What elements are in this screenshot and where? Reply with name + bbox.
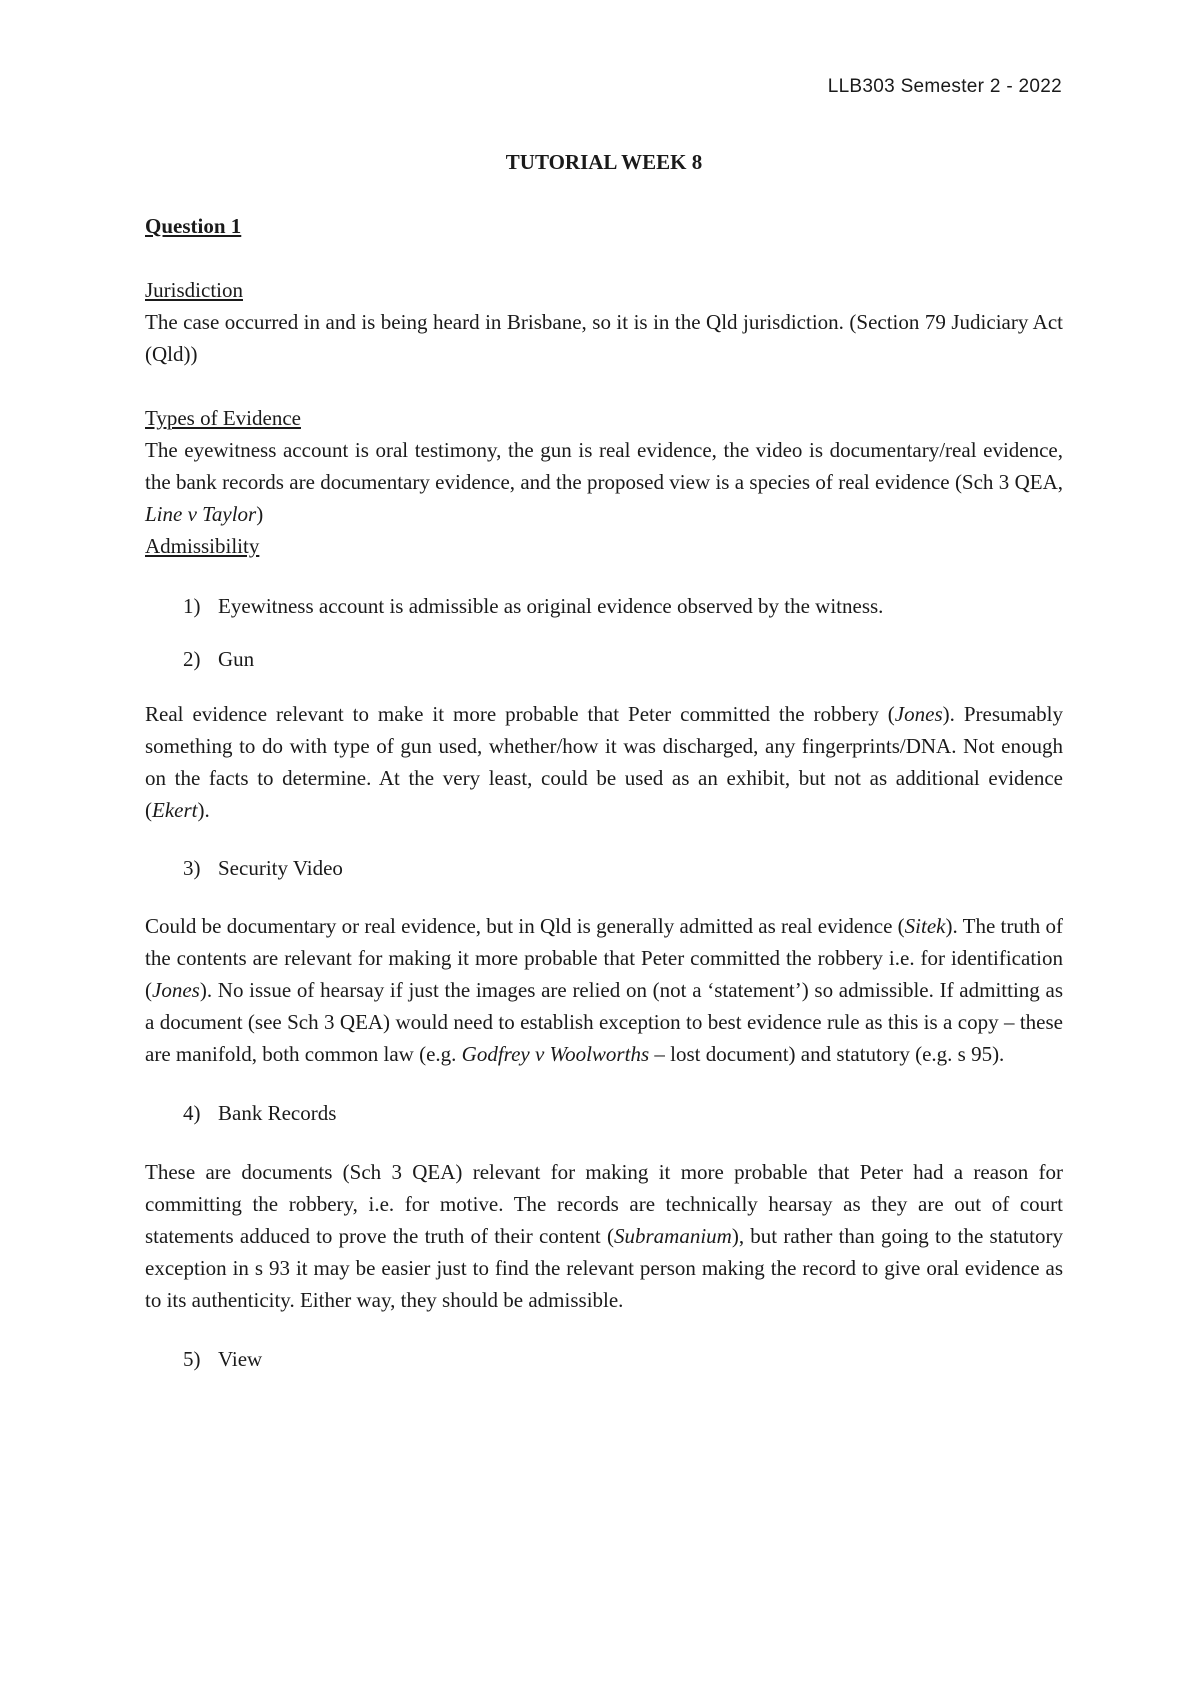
question-heading: Question 1 [145,214,242,238]
paragraph-text: ), but rather than going to the statutory exception in s 93 it may be easier just to find the relevant person making the record to give oral evidence as to its authenticity. Either way, they should be admissible. [145,1224,1063,1312]
types-text-part: The eyewitness account is oral testimony, the gun is real evidence, the video is documentary/real evidence, the bank records are documentary evidence, and the proposed view is a species of real evidence (Sch 3 QEA, [145,438,1063,494]
types-heading: Types of Evidence [145,406,301,430]
document-title: TUTORIAL WEEK 8 [505,150,703,174]
case-citation: Sitek [904,914,946,938]
list-number: 5) [183,1347,201,1371]
case-citation: Godfrey v Woolworths [461,1042,650,1066]
list-number: 3) [183,856,201,880]
page-header: LLB303 Semester 2 - 2022 [827,76,1062,97]
paragraph-text: – lost document) and statutory (e.g. s 95). [649,1042,1005,1066]
bank-paragraph [145,1156,1063,1316]
case-citation: Line v Taylor [145,502,257,526]
list-item [145,590,1063,622]
case-citation: Subramanium [613,1224,732,1248]
list-label: Security Video [218,856,343,880]
paragraph-text: Real evidence relevant to make it more probable that Peter committed the robbery ( [145,702,895,726]
case-citation: Jones [152,978,200,1002]
types-text-part: ) [256,502,264,526]
list-number: 1) [183,594,201,618]
list-label: Gun [218,647,255,671]
paragraph-text: These are documents (Sch 3 QEA) relevant for making it more probable that Peter had a reason for committing the robbery, i.e. for motive. The records are technically hearsay as they are out of court statements adduced to prove the truth of their content ( [145,1160,1063,1248]
list-item [145,1097,1063,1129]
list-item [145,852,1063,884]
list-item [145,643,1063,675]
admissibility-heading: Admissibility [145,534,260,558]
paragraph-text: ). Presumably something to do with type of gun used, whether/how it was discharged, any fingerprints/DNA. Not enough on the facts to determine. At the very least, could be used as an exhibit, but not as additional evidence ( [145,702,1063,822]
case-citation: Ekert [152,798,198,822]
list-number: 2) [183,647,201,671]
case-citation: Jones [894,702,943,726]
list-item [145,1343,1063,1375]
list-label: Eyewitness account is admissible as original evidence observed by the witness. [218,594,884,618]
types-text [145,434,1063,530]
jurisdiction-text: The case occurred in and is being heard in Brisbane, so it is in the Qld jurisdiction. (Section 79 Judiciary Act (Qld)) [145,310,1063,366]
list-label: Bank Records [218,1101,337,1125]
list-label: View [218,1347,263,1371]
gun-paragraph [145,698,1063,826]
paragraph-text: ). The truth of the contents are relevant for making it more probable that Peter committed the robbery i.e. for identification ( [145,914,1063,1002]
list-number: 4) [183,1101,201,1125]
paragraph-text: Could be documentary or real evidence, but in Qld is generally admitted as real evidence ( [145,914,905,938]
document-body [145,146,1063,1375]
jurisdiction-heading: Jurisdiction [145,278,243,302]
video-paragraph [145,910,1063,1070]
paragraph-text: ). No issue of hearsay if just the images are relied on (not a ‘statement’) so admissible. If admitting as a document (see Sch 3 QEA) would need to establish exception to best evidence rule as this is a copy – these are manifold, both common law (e.g. [145,978,1063,1066]
paragraph-text: ). [197,798,210,822]
